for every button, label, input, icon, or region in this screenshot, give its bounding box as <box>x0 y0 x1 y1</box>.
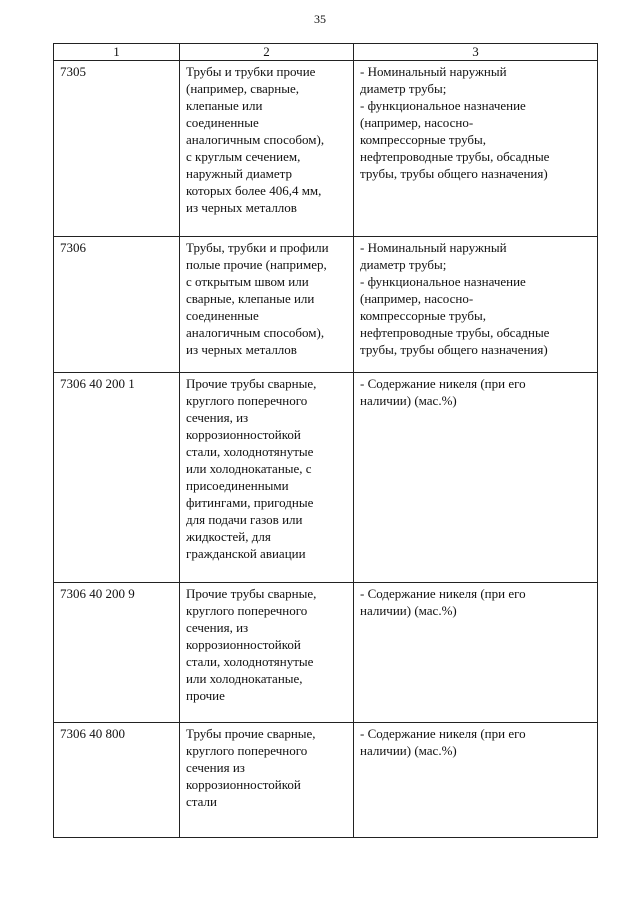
code-cell <box>54 237 180 373</box>
name-text: Прочие трубы сварные, круглого поперечного сечения, из коррозионностойкой стали, холоднотянутые или холоднокатаные, с присоединенными фитингами, пригодные для подачи газов или жидкостей, для гражданской авиации <box>186 376 317 561</box>
characteristics-text: - Содержание никеля (при его наличии) (мас.%) <box>360 586 526 618</box>
characteristics-cell <box>354 61 598 237</box>
name-text: Трубы прочие сварные, круглого поперечного сечения из коррозионностойкой стали <box>186 726 316 809</box>
name-cell <box>180 373 354 583</box>
code-text: 7306 40 200 1 <box>60 376 135 391</box>
classification-table <box>53 43 598 838</box>
table-row <box>54 237 598 373</box>
table-row <box>54 583 598 723</box>
name-cell <box>180 723 354 838</box>
characteristics-cell <box>354 723 598 838</box>
header-column-1: 1 <box>54 44 180 61</box>
name-text: Прочие трубы сварные, круглого поперечного сечения, из коррозионностойкой стали, холоднотянутые или холоднокатаные, прочие <box>186 586 317 703</box>
table-row <box>54 723 598 838</box>
table-row <box>54 373 598 583</box>
code-text: 7306 <box>60 240 86 255</box>
header-column-2: 2 <box>180 44 354 61</box>
table-row <box>54 61 598 237</box>
table-header-row <box>54 44 598 61</box>
header-column-3: 3 <box>354 44 598 61</box>
characteristics-cell <box>354 583 598 723</box>
name-cell <box>180 237 354 373</box>
characteristics-text: - Номинальный наружный диаметр трубы; - функциональное назначение (например, насосно- компрессорные трубы, нефтепроводные трубы, обсадные трубы, трубы общего назначения) <box>360 240 550 357</box>
name-cell <box>180 61 354 237</box>
name-text: Трубы и трубки прочие (например, сварные, клепаные или соединенные аналогичным способом), с круглым сечением, наружный диаметр которых более 406,4 мм, из черных металлов <box>186 64 325 215</box>
page-number: 35 <box>314 12 326 26</box>
characteristics-cell <box>354 373 598 583</box>
name-cell <box>180 583 354 723</box>
code-cell <box>54 723 180 838</box>
characteristics-cell <box>354 237 598 373</box>
code-cell <box>54 61 180 237</box>
characteristics-text: - Содержание никеля (при его наличии) (мас.%) <box>360 726 526 758</box>
characteristics-text: - Содержание никеля (при его наличии) (мас.%) <box>360 376 526 408</box>
code-cell <box>54 583 180 723</box>
name-text: Трубы, трубки и профили полые прочие (например, с открытым швом или сварные, клепаные или соединенные аналогичным способом), из черных металлов <box>186 240 329 357</box>
code-text: 7306 40 200 9 <box>60 586 135 601</box>
code-text: 7305 <box>60 64 86 79</box>
code-text: 7306 40 800 <box>60 726 125 741</box>
code-cell <box>54 373 180 583</box>
characteristics-text: - Номинальный наружный диаметр трубы; - функциональное назначение (например, насосно- компрессорные трубы, нефтепроводные трубы, обсадные трубы, трубы общего назначения) <box>360 64 550 181</box>
